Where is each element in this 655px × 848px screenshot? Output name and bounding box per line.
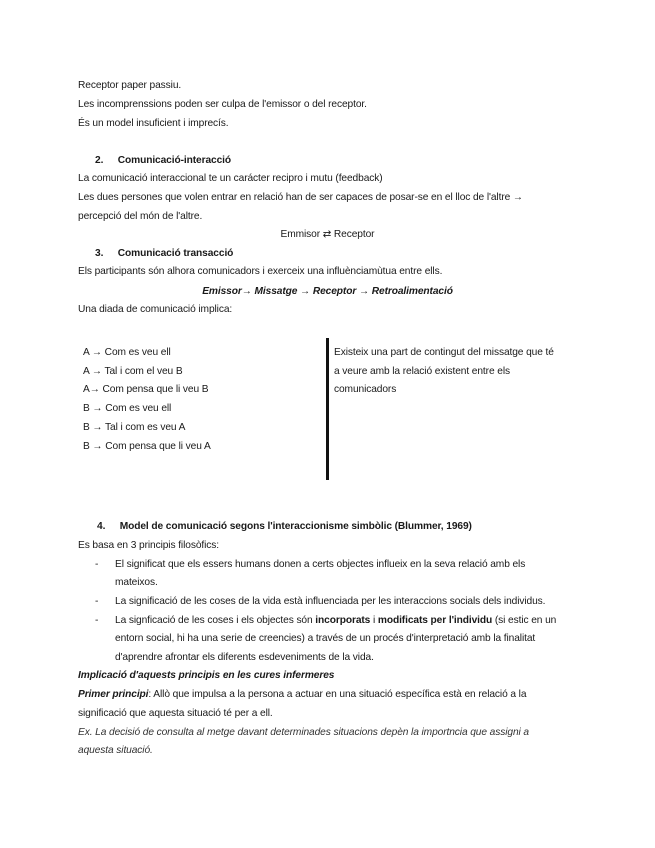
section-2-line-3: percepció del món de l'altre. — [78, 211, 203, 222]
dyad-row-6: B → Com pensa que li veu A — [83, 441, 211, 452]
first-principle-label: Primer principi — [78, 689, 149, 700]
dyad-note-line-3: comunicadors — [334, 384, 397, 395]
dyad-row-4: B → Com es veu ell — [83, 403, 172, 414]
table-divider — [326, 338, 329, 480]
section-4-number: 4. — [97, 521, 106, 532]
bullet-3-line-3: d'aprendre afrontar els diferents esdeveniments de la vida. — [115, 652, 374, 663]
section-2-number: 2. — [95, 155, 104, 166]
section-4-heading — [97, 520, 472, 533]
dyad-row-5: B → Tal i com es veu A — [83, 422, 186, 433]
bullet-2-line-1: La significació de les coses de la vida està influenciada per les interaccions socials dels individus. — [115, 596, 546, 607]
intro-line-3: És un model insuficient i imprecís. — [78, 118, 229, 129]
bullet-1-dash: - — [95, 559, 99, 570]
bullet-3-bold-modificats: modificats per l'individu — [377, 615, 493, 626]
section-3-heading — [95, 247, 233, 260]
dyad-note-line-2: a veure amb la relació existent entre els — [334, 366, 510, 377]
section-4-intro: Es basa en 3 principis filosòfics: — [78, 540, 219, 551]
dyad-intro: Una diada de comunicació implica: — [78, 304, 233, 315]
bullet-3-bold-incorporats: incorporats — [315, 615, 371, 626]
first-principle-text: Allò que impulsa a la persona a actuar en una situació específica està en relació a la — [151, 689, 527, 700]
first-principle-line-2: significació que aquesta situació té per a ell. — [78, 708, 273, 719]
section-4-title: Model de comunicació segons l'interaccionisme simbòlic (Blummer, 1969) — [119, 521, 472, 532]
section-2-heading — [95, 154, 231, 167]
section-2-line-1: La comunicació interaccional te un carácter recipro i mutu (feedback) — [78, 173, 383, 184]
dyad-row-3: A→ Com pensa que li veu B — [83, 384, 209, 395]
bullet-3-post: (si estic en un — [492, 615, 557, 626]
bullet-1-line-2: mateixos. — [115, 577, 158, 588]
section-2-line-2: Les dues persones que volen entrar en relació han de ser capaces de posar-se en el lloc de l'altre → — [78, 192, 523, 203]
section-3-line: Els participants són alhora comunicadors i exerceix una influènciamùtua entre ells. — [78, 266, 443, 277]
dyad-row-2: A → Tal i com el veu B — [83, 366, 183, 377]
bullet-1-line-1: El significat que els essers humans donen a certs objectes influeix en la seva relació amb els — [115, 559, 526, 570]
first-principle-colon: : — [148, 689, 152, 700]
intro-line-2: Les incomprenssions poden ser culpa de l'emissor o del receptor. — [78, 99, 367, 110]
bullet-2-dash: - — [95, 596, 99, 607]
section-3-formula: Emissor→ Missatge → Receptor → Retroalimentació — [202, 286, 453, 297]
bullet-3-line-2: entorn social, hi ha una serie de creencies) a través de un procés d'interpretació amb la finalitat — [115, 633, 536, 644]
bullet-3-pre: La signficació de les coses i els objectes són — [115, 615, 316, 626]
section-2-formula: Emmisor ⇄ Receptor — [280, 229, 375, 240]
section-2-title: Comunicació-interacció — [117, 155, 232, 166]
section-3-number: 3. — [95, 248, 104, 259]
first-principle-line-1 — [78, 688, 526, 701]
bullet-3-mid: i — [370, 615, 378, 626]
example-line-1: Ex. La decisió de consulta al metge davant determinades situacions depèn la importncia que assigni a — [78, 727, 529, 738]
bullet-3-line-1 — [115, 614, 556, 627]
section-3-title: Comunicació transacció — [117, 248, 234, 259]
intro-line-1: Receptor paper passiu. — [78, 80, 182, 91]
example-line-2: aquesta situació. — [78, 745, 153, 756]
implication-title: Implicació d'aquests principis en les cures infermeres — [78, 670, 335, 681]
bullet-3-dash: - — [95, 615, 99, 626]
dyad-row-1: A → Com es veu ell — [83, 347, 171, 358]
dyad-note-line-1: Existeix una part de contingut del missatge que té — [334, 347, 554, 358]
